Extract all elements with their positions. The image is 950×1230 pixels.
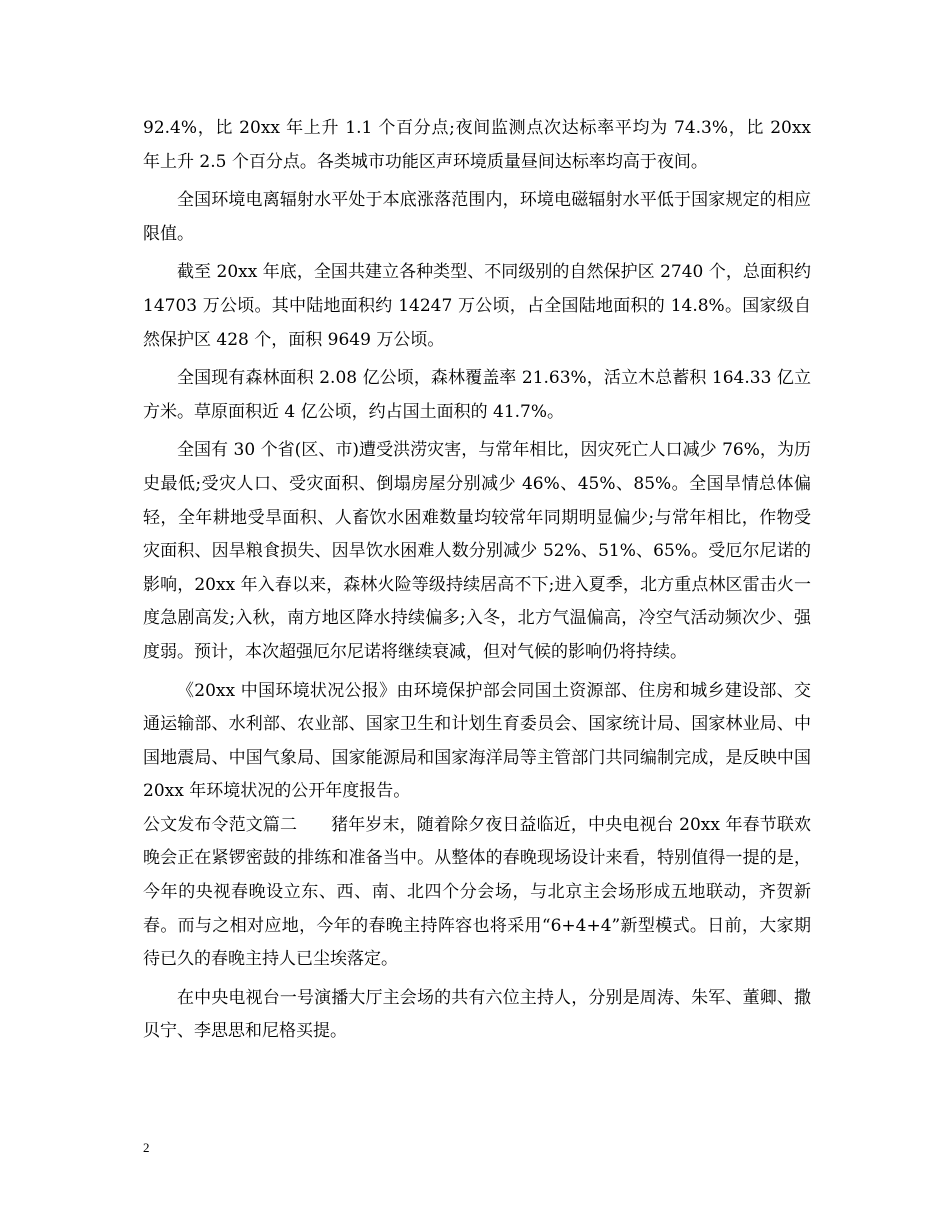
paragraph-disasters: 全国有 30 个省(区、市)遭受洪涝灾害，与常年相比，因灾死亡人口减少 76%，为历史最低;受灾人口、受灾面积、倒塌房屋分别减少 46%、45%、85%。全国旱情总体偏轻，全年耕地受旱面积、人畜饮水困难数量均较常年同期明显偏少;与常年相比，作物受灾面积、因旱粮食损失、因旱饮水困难人数分别减少 52%、51%、65%。受厄尔尼诺的影响，20xx 年入春以来，森林火险等级持续居高不下;进入夏季，北方重点林区雷击火一度急剧高发;入秋，南方地区降水持续偏多;入冬，北方气温偏高，冷空气活动频次少、强度弱。预计，本次超强厄尔尼诺将继续衰减，但对气候的影响仍将持续。 [143,440,811,662]
section-text: 猪年岁末，随着除夕夜日益临近，中央电视台 20xx 年春节联欢晚会正在紧锣密鼓的排练和准备当中。从整体的春晚现场设计来看，特别值得一提的是，今年的央视春晚设立东、西、南、北四个分会场，与北京主会场形成五地联动，齐贺新春。而与之相对应地，今年的春晚主持阵容也将采用“6+4+4”新型模式。日前，大家期待已久的春晚主持人已尘埃落定。 [143,814,811,970]
section-heading: 公文发布令范文篇二 [143,814,298,835]
document-body [143,112,811,1049]
paragraph-radiation: 全国环境电离辐射水平处于本底涨落范围内，环境电磁辐射水平低于国家规定的相应限值。 [143,190,811,244]
paragraph-report-source: 《20xx 中国环境状况公报》由环境保护部会同国土资源部、住房和城乡建设部、交通运输部、水利部、农业部、国家卫生和计划生育委员会、国家统计局、国家林业局、中国地震局、中国气象局、国家能源局和国家海洋局等主管部门共同编制完成，是反映中国 20xx 年环境状况的公开年度报告。 [143,680,811,802]
paragraph-section-two [143,809,811,977]
paragraph-forest-grassland: 全国现有森林面积 2.08 亿公顷，森林覆盖率 21.63%，活立木总蓄积 164.33 亿立方米。草原面积近 4 亿公顷，约占国土面积的 41.7%。 [143,368,811,422]
paragraph-hosts: 在中央电视台一号演播大厅主会场的共有六位主持人，分别是周涛、朱军、董卿、撒贝宁、李思思和尼格买提。 [143,987,811,1042]
paragraph-nature-reserves: 截至 20xx 年底，全国共建立各种类型、不同级别的自然保护区 2740 个，总面积约 14703 万公顷。其中陆地面积约 14247 万公顷，占全国陆地面积的 14.8%。国家级自然保护区 428 个，面积 9649 万公顷。 [143,262,811,350]
paragraph-noise-continuation: 92.4%，比 20xx 年上升 1.1 个百分点;夜间监测点次达标率平均为 74.3%，比 20xx 年上升 2.5 个百分点。各类城市功能区声环境质量昼间达标率均高于夜间。 [143,118,811,172]
page-number: 2 [143,1140,150,1155]
